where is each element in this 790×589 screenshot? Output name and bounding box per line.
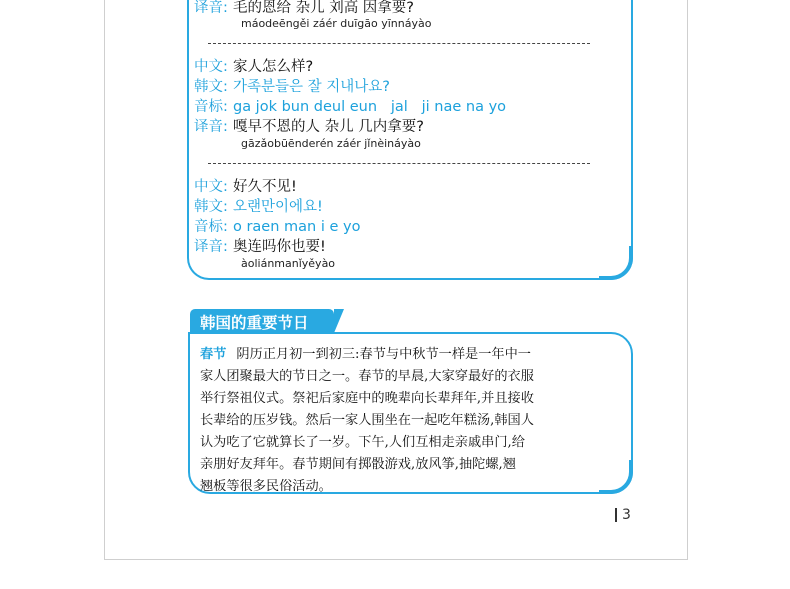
holiday-line: 举行祭祖仪式。祭祀后家庭中的晚辈向长辈拜年,并且接收 [200,391,534,406]
chinese-label: 中文: [194,59,228,75]
entry-2-korean-row [194,195,323,216]
korean-text: 오랜만이에요! [232,199,323,215]
romanization-text: o raen man i e yo [232,219,361,235]
chinese-text: 家人怎么样? [232,59,314,75]
holiday-section-body [200,344,620,498]
entry-0-pinyin: máodeēngěi záér duīgāo yīnnáyào [241,17,432,30]
entry-0-transliteration-row [194,0,414,17]
chinese-label: 中文: [194,179,228,195]
entry-2-pinyin: àoliánmanǐyěyào [241,257,336,270]
holiday-line: 亲朋好友拜年。春节期间有掷骰游戏,放风筝,抽陀螺,翘 [200,457,516,472]
entry-2-romanization-row [194,215,360,236]
holiday-line: 翘板等很多民俗活动。 [200,479,332,494]
transliteration-text: 奥连吗你也要! [232,239,326,255]
holiday-line: 春节 阴历正月初一到初三:春节与中秋节一样是一年中一 [200,347,531,362]
entry-1-chinese-row [194,55,313,76]
korean-label: 韩文: [194,199,228,215]
transliteration-text: 嘎早不恩的人 杂儿 几内拿要? [232,119,424,135]
entry-1-pinyin: gāzǎobūēnderén záér jǐnèináyào [241,137,421,150]
transliteration-text: 毛的恩给 杂儿 刘高 因拿要? [232,0,415,16]
holiday-term: 春节 [200,347,227,362]
entry-1-transliteration-row [194,115,424,136]
holiday-line: 家人团聚最大的节日之一。春节的早晨,大家穿最好的衣服 [200,369,534,384]
chinese-text: 好久不见! [232,179,297,195]
korean-text: 가족분들은 잘 지내나요? [232,79,390,95]
dashed-separator [208,43,590,44]
holiday-line: 长辈给的压岁钱。然后一家人围坐在一起吃年糕汤,韩国人 [200,413,534,428]
romanization-label: 音标: [194,219,228,235]
holiday-line: 认为吃了它就算长了一岁。下午,人们互相走亲戚串门,给 [200,435,525,450]
page-number: 3 [615,508,631,522]
korean-label: 韩文: [194,79,228,95]
entry-1-romanization-row [194,95,506,116]
entry-1-korean-row [194,75,390,96]
romanization-text: ga jok bun deul eun jal ji nae na yo [232,99,507,115]
entry-2-transliteration-row [194,235,326,256]
romanization-label: 音标: [194,99,228,115]
transliteration-label: 译音: [194,119,228,135]
holiday-section-title: 韩国的重要节日 [190,309,334,333]
entry-2-chinese-row [194,175,297,196]
transliteration-label: 译音: [194,239,228,255]
dashed-separator [208,163,590,164]
transliteration-label: 译音: [194,0,228,16]
